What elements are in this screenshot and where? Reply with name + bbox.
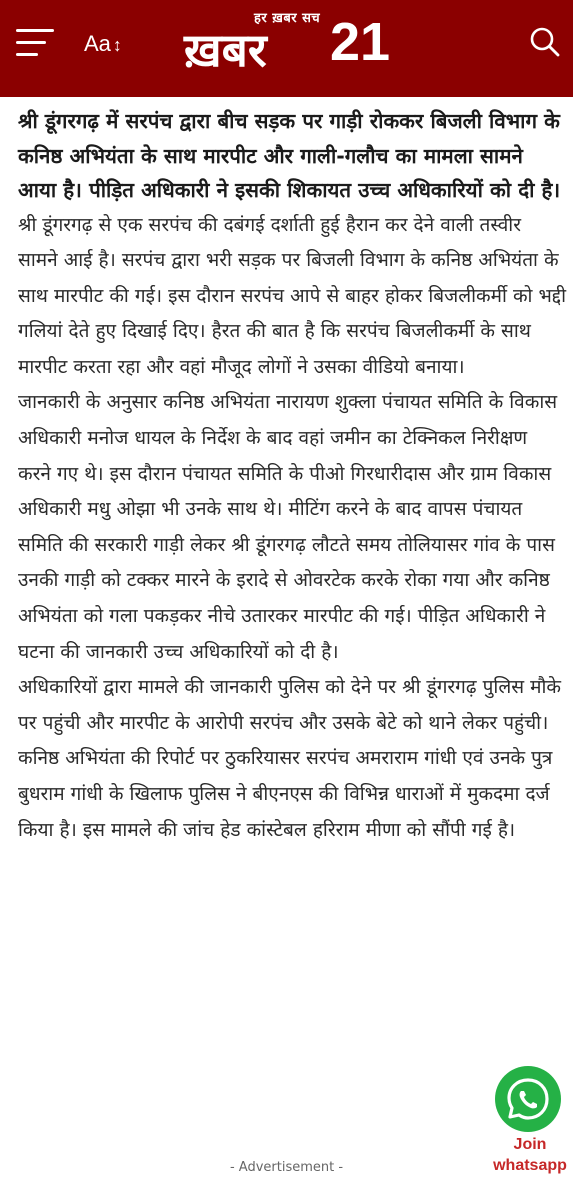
whatsapp-label-line2: whatsapp — [493, 1157, 567, 1174]
article-paragraph: अधिकारियों द्वारा मामले की जानकारी पुलिस को देने पर श्री डूंगरगढ़ पुलिस मौके पर पहुंची और मारपीट के आरोपी सरपंच और उसके बेटे को थाने लेकर पहुंची। कनिष्ठ अभियंता की रिपोर्ट पर ठुकरियासर सरपंच अमराराम गांधी एवं उनके पुत्र बुधराम गांधी के खिलाफ पुलिस ने बीएनएस की विभिन्न धाराओं में मुकदमा दर्ज किया है। इस मामले की जांच हेड कांस्टेबल हरिराम मीणा को सौंपी गई है। — [18, 676, 561, 841]
article-paragraph: श्री डूंगरगढ़ से एक सरपंच की दबंगई दर्शाती हुई हैरान कर देने वाली तस्वीर सामने आई है। सरपंच द्वारा भरी सड़क पर बिजली विभाग के कनिष्ठ अभियंता के साथ मारपीट की गई। इस दौरान सरपंच आपे से बाहर होकर बिजलीकर्मी को भद्दी गलियां देते हुए दिखाई दिए। हैरत की बात है कि सरपंच बिजलीकर्मी के साथ मारपीट करता रहा और वहां मौजूद लोगों ने उसका वीडियो बनाया। — [18, 213, 566, 378]
logo-number: 21 — [330, 12, 391, 72]
advertisement-label: - Advertisement - — [229, 1160, 344, 1175]
whatsapp-join-button[interactable] — [490, 1064, 570, 1182]
hamburger-menu-icon[interactable] — [16, 27, 56, 61]
top-header-bar — [0, 0, 573, 97]
logo-brand: ख़बर — [184, 23, 267, 77]
logo-tagline: हर ख़बर सच — [254, 11, 321, 26]
font-size-toggle[interactable] — [84, 31, 122, 57]
whatsapp-label — [490, 1134, 570, 1176]
whatsapp-icon — [495, 1066, 561, 1132]
font-size-arrows-icon: ↕ — [112, 35, 122, 55]
site-logo[interactable] — [184, 6, 414, 84]
article-headline: श्री डूंगरगढ़ में सरपंच द्वारा बीच सड़क पर गाड़ी रोककर बिजली विभाग के कनिष्ठ अभियंता के साथ मारपीट और गाली-गलौच का मामला सामने आया है। पीड़ित अधिकारी ने इसकी शिकायत उच्च अधिकारियों को दी है। — [18, 109, 561, 202]
font-size-label: Aa — [84, 31, 111, 56]
article-content — [18, 104, 566, 848]
search-icon[interactable] — [529, 26, 561, 58]
article-paragraph: जानकारी के अनुसार कनिष्ठ अभियंता नारायण शुक्ला पंचायत समिति के विकास अधिकारी मनोज धायल के निर्देश के बाद वहां जमीन का टेक्निकल निरीक्षण करने गए थे। इस दौरान पंचायत समिति के पीओ गिरधारीदास और ग्राम विकास अधिकारी मधु ओझा भी उनके साथ थे। मीटिंग करने के बाद वापस पंचायत समिति की सरकारी गाड़ी लेकर श्री डूंगरगढ़ लौटते समय तोलियासर गांव के पास उनकी गाड़ी को टक्कर मारने के इरादे से ओवरटेक करके रोका गया और कनिष्ठ अभियंता को गला पकड़कर नीचे उतारकर मारपीट की गई। पीड़ित अधिकारी ने घटना की जानकारी उच्च अधिकारियों को दी है। — [18, 391, 558, 663]
whatsapp-label-line1: Join — [513, 1136, 547, 1153]
